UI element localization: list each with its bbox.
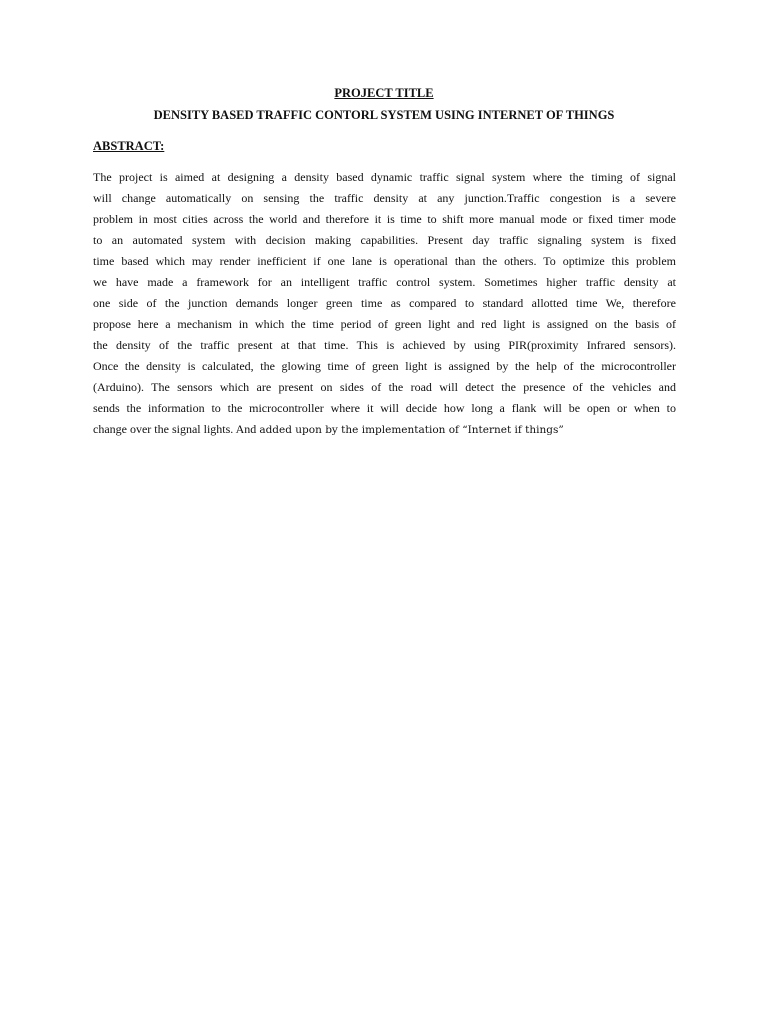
abstract-line: we have made a framework for an intelligent traffic control system. Sometimes higher traffic density at	[93, 275, 676, 289]
abstract-line: will change automatically on sensing the traffic density at any junction.Traffic congestion is a severe	[93, 191, 676, 205]
abstract-line: one side of the junction demands longer green time as compared to standard allotted time We, therefore	[93, 296, 676, 310]
abstract-last-line-tail: added upon by the implementation of “Internet if things”	[259, 424, 564, 436]
abstract-heading: ABSTRACT:	[93, 139, 165, 153]
abstract-line: sends the information to the microcontroller where it will decide how long a flank will be open or when to	[93, 401, 676, 415]
abstract-line: propose here a mechanism in which the time period of green light and red light is assigned on the basis of	[93, 317, 676, 331]
abstract-last-line	[93, 419, 676, 440]
project-title-label: PROJECT TITLE	[334, 86, 434, 100]
project-title: DENSITY BASED TRAFFIC CONTORL SYSTEM USING INTERNET OF THINGS	[153, 108, 615, 122]
abstract-line: the density of the traffic present at that time. This is achieved by using PIR(proximity Infrared sensors).	[93, 338, 676, 352]
abstract-line: (Arduino). The sensors which are present on sides of the road will detect the presence of the vehicles and	[93, 380, 676, 394]
abstract-line: time based which may render inefficient if one lane is operational than the others. To optimize this problem	[93, 254, 676, 268]
abstract-line: to an automated system with decision making capabilities. Present day traffic signaling system is fixed	[93, 233, 676, 247]
abstract-line: Once the density is calculated, the glowing time of green light is assigned by the help of the microcontroller	[93, 359, 676, 373]
abstract-last-line-start: change over the signal lights. And	[93, 422, 260, 436]
abstract-line: problem in most cities across the world and therefore it is time to shift more manual mode or fixed timer mode	[93, 212, 676, 226]
abstract-line: The project is aimed at designing a density based dynamic traffic signal system where the timing of signal	[93, 170, 676, 184]
abstract-paragraph	[93, 167, 676, 440]
